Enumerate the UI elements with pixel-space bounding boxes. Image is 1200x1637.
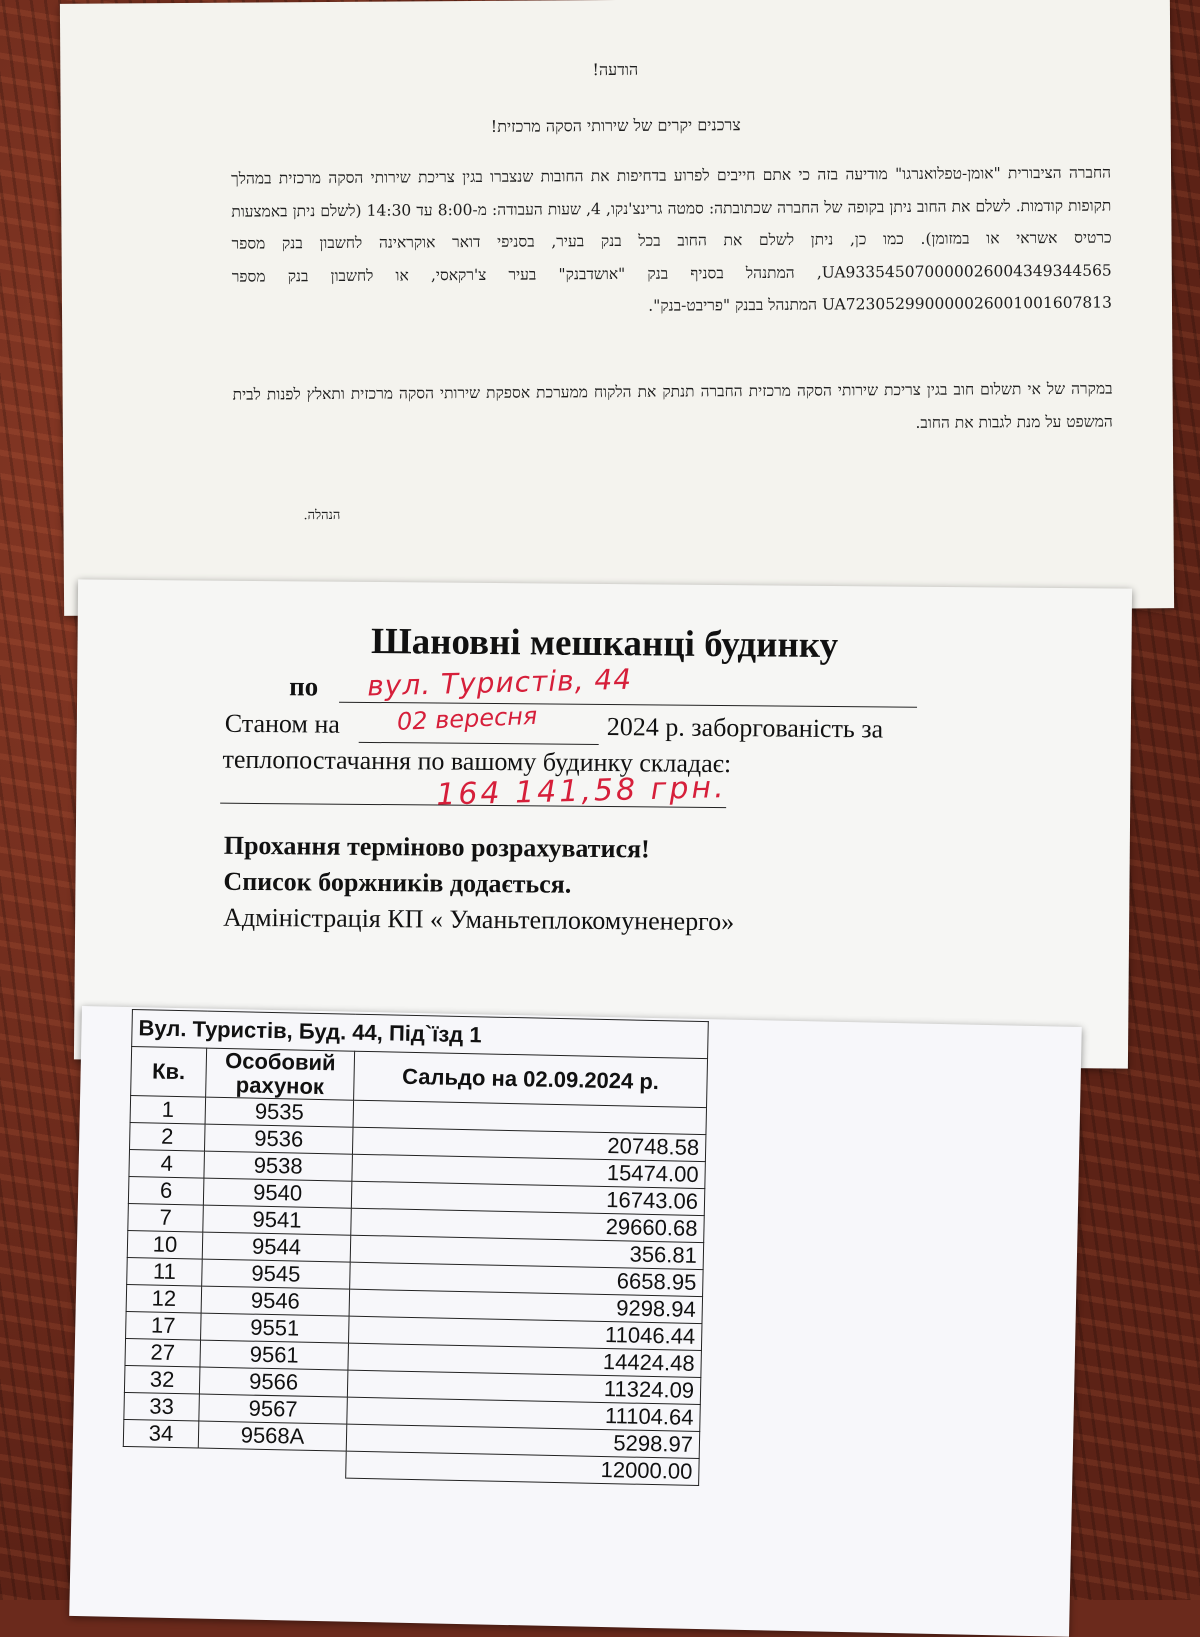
debt-description: теплопостачання по вашому будинку складає: (222, 744, 732, 779)
date-prefix: Станом на (224, 708, 341, 739)
cell-balance: 12000.00 (346, 1451, 699, 1485)
cell-account: 9566 (199, 1367, 348, 1397)
cell-apartment: 6 (128, 1177, 204, 1206)
cell-account: 9568A (198, 1421, 347, 1451)
header-balance: Сальдо на 02.09.2024 р. (354, 1051, 708, 1107)
cell-balance: 11104.64 (347, 1397, 700, 1431)
cell-apartment: 10 (127, 1231, 203, 1260)
handwritten-address: вул. Туристів, 44 (366, 662, 633, 703)
cell-account: 9540 (203, 1178, 352, 1208)
hebrew-notice-sheet (60, 0, 1174, 616)
cell-account: 9546 (201, 1286, 350, 1316)
cell-balance: 14424.48 (348, 1343, 701, 1377)
administration-signature: Адміністрація КП « Уманьтеплокомуненерго» (223, 902, 735, 937)
cell-balance: 9298.94 (349, 1289, 702, 1323)
ukrainian-notice-title: Шановні мешканці будинку (370, 620, 839, 667)
header-account: Особовий рахунок (206, 1048, 355, 1100)
cell-balance: 11324.09 (347, 1370, 700, 1404)
cell-balance: 15474.00 (352, 1154, 705, 1188)
cell-apartment: 12 (126, 1284, 202, 1313)
cell-balance: 16743.06 (351, 1181, 704, 1215)
cell-apartment: 2 (130, 1123, 206, 1152)
cell-account: 9567 (199, 1394, 348, 1424)
debtor-list-note: Список боржників додається. (223, 866, 572, 899)
cell-account (198, 1448, 347, 1478)
cell-account: 9551 (201, 1313, 350, 1343)
debtor-table (122, 1009, 709, 1486)
cell-apartment: 27 (125, 1338, 201, 1367)
cell-apartment: 4 (129, 1150, 205, 1179)
hebrew-notice-signature: הנהלה. (303, 507, 341, 524)
cell-balance: 29660.68 (351, 1208, 704, 1242)
hebrew-notice-body: החברה הציבורית "אומן-טפלואנרגו" מודיעה בזה כי אתם חייבים לפרוע בדחיפות את החובות שנצברו בגין צריכת שירותי הסקה מרכזית במהלך תקופות קודמות. לשלם את החוב ניתן בקופה של החברה שכתובתה: סמטה גרינצ'נקו, 4, שעות העבודה: מ-8:00 עד 14:30 (לשלם ניתן באמצעות כרטיס אשראי או במזומן). כמו כן, ניתן לשלם את החוב בכל בנק בעיר, בסניפי דואר אוקראינה לחשבון בנק מספר UA933545070000026004349344565, המתנהל בסניף בנק "אושדבנק" בעיר צ'רקאסי, או לחשבון בנק מספר UA723052990000026001001607813 המתנהל בבנק "פריבט-בנק". (231, 163, 1113, 315)
cell-apartment: 11 (127, 1258, 203, 1287)
cell-account: 9561 (200, 1340, 349, 1370)
hebrew-notice-warning: במקרה של אי תשלום חוב בגין צריכת שירותי הסקה מרכזית החברה תנתק את הלקוח ממערכת אספקת שירותי הסקה מרכזית ותאלץ לפנות לבית המשפט על מנת לגבות את החוב. (232, 379, 1113, 432)
payment-plea: Прохання терміново розрахуватися! (223, 830, 650, 864)
cell-balance: 6658.95 (350, 1262, 703, 1296)
handwritten-amount: 164 141,58 грн. (435, 770, 727, 813)
hebrew-notice-title: הודעה! (592, 59, 639, 80)
cell-account: 9538 (204, 1151, 353, 1181)
cell-balance: 11046.44 (348, 1316, 701, 1350)
cell-apartment: 17 (126, 1311, 202, 1340)
cell-account: 9536 (204, 1124, 353, 1154)
date-suffix: 2024 р. заборгованість за (606, 712, 884, 744)
cell-account: 9535 (205, 1097, 354, 1127)
cell-apartment: 33 (124, 1392, 200, 1421)
handwritten-date: 02 вересня (396, 701, 538, 736)
cell-balance: 5298.97 (346, 1424, 699, 1458)
cell-account: 9545 (202, 1259, 351, 1289)
cell-apartment: 34 (123, 1419, 199, 1448)
date-underline (359, 742, 599, 745)
cell-account: 9544 (202, 1232, 351, 1262)
cell-apartment (123, 1446, 199, 1475)
cell-apartment: 7 (128, 1204, 204, 1233)
cell-balance: 356.81 (350, 1235, 703, 1269)
ukrainian-notice-sheet (74, 579, 1132, 1068)
cell-balance: 20748.58 (352, 1127, 705, 1161)
cell-apartment: 1 (130, 1096, 206, 1125)
debtor-table-sheet (69, 1006, 1082, 1637)
hebrew-notice-greeting: צרכנים יקרים של שירותי הסקה מרכזית! (490, 115, 741, 136)
cell-apartment: 32 (124, 1365, 200, 1394)
cell-account: 9541 (203, 1205, 352, 1235)
table-title: Вул. Туристів, Буд. 44, Під`їзд 1 (132, 1010, 709, 1059)
header-apartment: Кв. (131, 1047, 207, 1098)
address-label: по (289, 671, 319, 702)
